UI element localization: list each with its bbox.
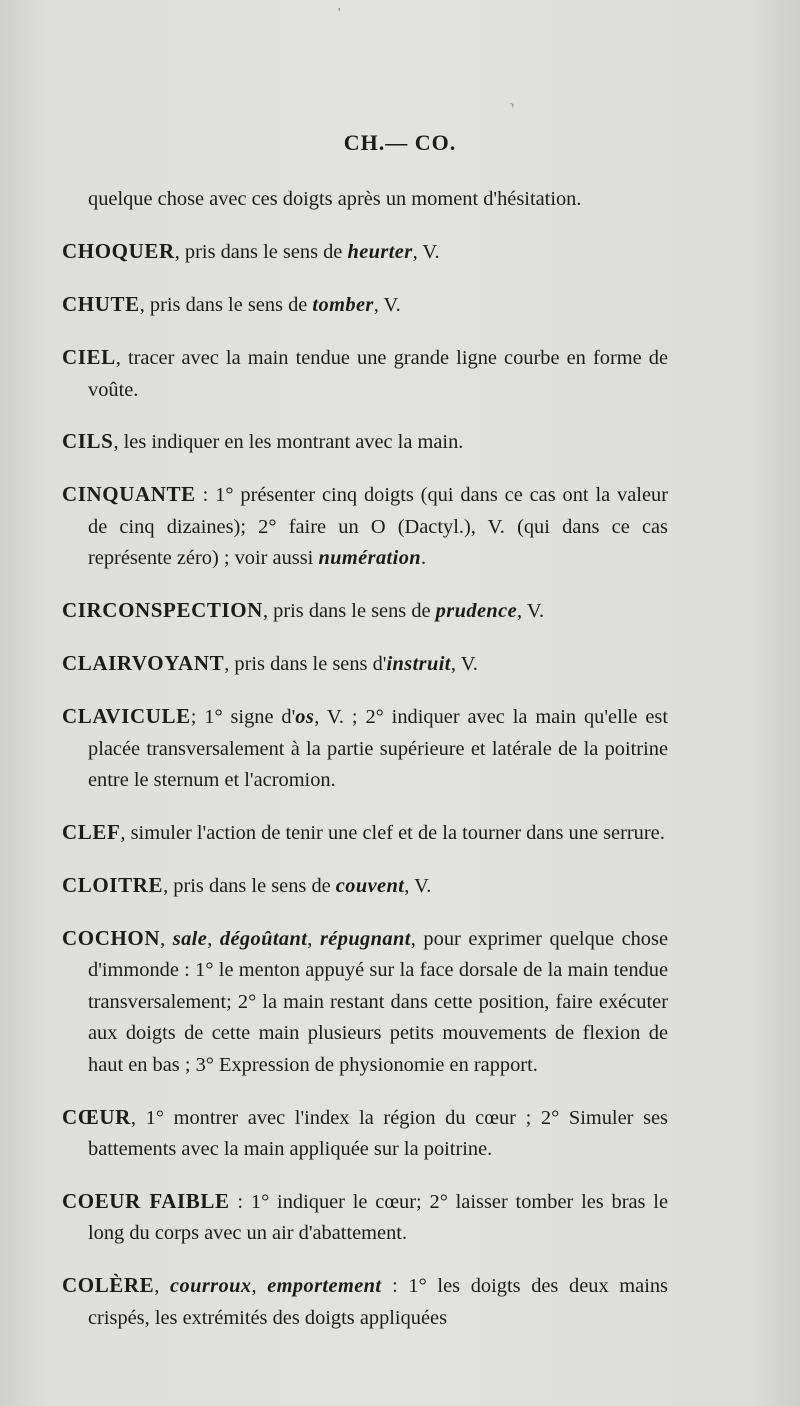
page-mark: ›	[506, 96, 518, 113]
entry-cochon	[62, 923, 668, 1082]
cross-reference: tomber	[312, 294, 374, 317]
entry-clairvoyant	[62, 648, 668, 681]
entry-text: , simuler l'action de tenir une clef et de la tourner dans une serrure.	[120, 821, 665, 844]
cross-reference: os	[295, 706, 315, 729]
cross-reference: couvent	[335, 874, 405, 897]
entry-cils	[62, 426, 668, 459]
entry-cloitre	[62, 870, 668, 903]
entry-headword: CILS	[62, 429, 114, 454]
entry-headword: COCHON	[62, 925, 161, 950]
entry-text: , V.	[517, 600, 545, 623]
entry-text: , V. ; 2° indiquer avec la main qu'elle est placée transversalement à la partie supérieure et latérale de la poitrine entre le sternum et l'acromion.	[88, 706, 668, 792]
entry-clef	[62, 817, 668, 850]
entry-text: , pris dans le sens de	[139, 294, 313, 317]
entry-chute	[62, 289, 668, 322]
entry-text: , pris dans le sens de	[163, 874, 336, 897]
cross-reference: sale	[172, 927, 208, 950]
entry-text: ,	[251, 1275, 268, 1298]
entry-choquer	[62, 236, 668, 269]
entry-text: , tracer avec la main tendue une grande ligne courbe en forme de voûte.	[88, 347, 668, 401]
entry-headword: CLEF	[62, 819, 121, 844]
entry-headword: CŒUR	[62, 1104, 131, 1129]
cross-reference: instruit	[386, 653, 451, 676]
entry-coeur	[62, 1102, 668, 1166]
entry-text: ,	[207, 927, 220, 950]
cross-reference: numération	[318, 547, 422, 570]
entry-text: : 1° indiquer le cœur; 2° laisser tomber les bras le long du corps avec un air d'abattement.	[88, 1190, 669, 1245]
entry-coeur-faible	[62, 1186, 668, 1250]
cross-reference: dégoûtant	[219, 927, 308, 950]
cross-reference: heurter	[347, 241, 413, 264]
entry-clavicule	[62, 701, 668, 797]
entry-text: , 1° montrer avec l'index la région du cœur ; 2° Simuler ses battements avec la main appliquée sur la poitrine.	[88, 1106, 668, 1161]
entry-text: ,	[154, 1275, 171, 1298]
entry-ciel	[62, 342, 668, 406]
entry-text: , V.	[450, 653, 478, 676]
entry-text: , pris dans le sens de	[174, 241, 348, 264]
entry-text: quelque chose avec ces doigts après un moment d'hésitation.	[88, 188, 582, 211]
entry-circonspection	[62, 595, 668, 628]
entry-text: , V.	[373, 294, 401, 317]
entry-headword: CINQUANTE	[62, 482, 196, 507]
cross-reference: prudence	[435, 600, 518, 623]
entry-headword: CIEL	[62, 345, 116, 370]
cross-reference: courroux	[170, 1275, 252, 1298]
entry-continuation	[62, 184, 668, 216]
dictionary-entries	[62, 164, 668, 1343]
entry-headword: COLÈRE	[62, 1273, 155, 1298]
entry-text: , pris dans le sens d'	[224, 653, 387, 676]
entry-headword: CLAVICULE	[62, 704, 191, 729]
entry-text: ,	[307, 927, 320, 950]
entry-headword: COEUR FAIBLE	[62, 1188, 230, 1213]
entry-text: .	[421, 547, 427, 570]
entry-text: , V.	[404, 874, 432, 897]
entry-text: : 1° présenter cinq doigts (qui dans ce cas ont la valeur de cinq dizaines); 2° faire un O (Dactyl.), V. (qui dans ce cas représente zéro) ; voir aussi	[88, 484, 668, 570]
entry-text: , pour exprimer quelque chose d'immonde : 1° le menton appuyé sur la face dorsale de la main tendue transversalement; 2° la main restant dans cette position, faire exécuter aux doigts de cette main plusieurs petits mouvements de flexion de haut en bas ; 3° Expression de physionomie en rapport.	[88, 927, 668, 1076]
cross-reference: répugnant	[319, 927, 411, 950]
entry-headword: CHUTE	[62, 292, 140, 317]
entry-colere	[62, 1270, 668, 1334]
entry-text: , les indiquer en les montrant avec la main.	[113, 431, 464, 454]
entry-text: , pris dans le sens de	[262, 600, 436, 623]
entry-cinquante	[62, 479, 668, 575]
cross-reference: emportement	[267, 1275, 382, 1298]
page-mark: '	[338, 6, 341, 21]
entry-text: : 1° les doigts des deux mains crispés, les extrémités des doigts appliquées	[88, 1275, 668, 1329]
entry-headword: CLAIRVOYANT	[62, 651, 225, 676]
entry-headword: CLOITRE	[62, 872, 164, 897]
entry-headword: CHOQUER	[62, 239, 175, 264]
entry-headword: CIRCONSPECTION	[62, 598, 263, 623]
entry-text: ; 1° signe d'	[190, 706, 296, 729]
entry-text: ,	[160, 927, 173, 950]
entry-text: , V.	[412, 241, 440, 264]
running-header: CH.— CO.	[343, 130, 457, 155]
